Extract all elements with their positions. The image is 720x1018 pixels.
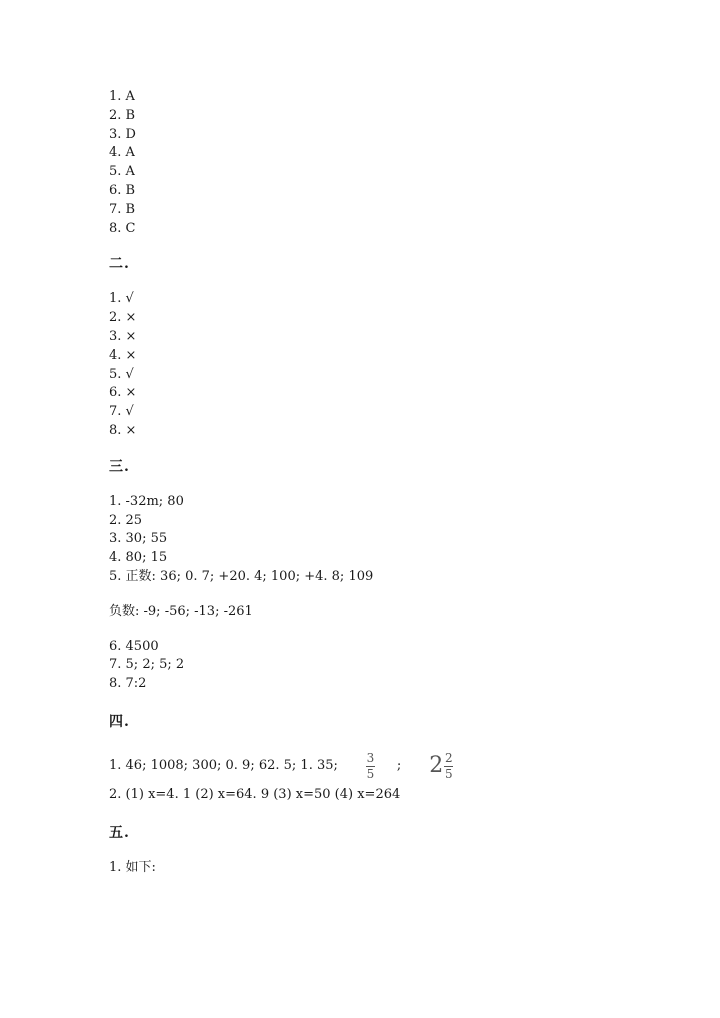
answer-line: 5. √ [109, 366, 134, 382]
mixed-whole: 2 [429, 752, 444, 778]
answer-line: 8. × [109, 422, 137, 438]
mixed-number [429, 752, 453, 780]
answer-line: 2. B [109, 107, 136, 123]
question-1-text: 1. 46; 1008; 300; 0. 9; 62. 5; 1. 35; [109, 758, 338, 774]
section-4-answers [109, 748, 669, 805]
answer-line: 4. × [109, 347, 137, 363]
answer-line: 5. 正数: 36; 0. 7; +20. 4; 100; +4. 8; 109 [109, 568, 374, 584]
answer-line: 2. 25 [109, 512, 143, 528]
answer-line: 7. 5; 2; 5; 2 [109, 657, 185, 673]
fraction-denominator: 5 [366, 766, 375, 781]
section-4-heading: 四. [109, 713, 130, 730]
fraction-numerator: 3 [366, 750, 375, 765]
mixed-fraction [444, 752, 453, 780]
fraction-three-fifths [366, 752, 375, 780]
answer-line: 7. √ [109, 404, 134, 420]
answer-line: 8. C [109, 220, 136, 236]
separator: ; [396, 758, 402, 774]
section-5-heading: 五. [109, 824, 130, 841]
section-3-answers [109, 493, 669, 694]
answer-line: 1. A [109, 89, 135, 104]
answer-line: 8. 7:2 [109, 676, 147, 692]
answer-line: 4. A [109, 145, 135, 161]
section-2-answers [109, 290, 669, 440]
answer-line: 3. 30; 55 [109, 531, 168, 547]
section-3-heading: 三. [109, 458, 130, 475]
answer-line: 1. -32m; 80 [109, 493, 184, 509]
fraction-denominator: 5 [444, 766, 453, 781]
section-2-heading: 二. [109, 256, 130, 273]
question-2-text: 2. (1) x=4. 1 (2) x=64. 9 (3) x=50 (4) x=264 [109, 786, 401, 802]
answer-line: 6. B [109, 182, 136, 198]
negative-numbers-line: 负数: -9; -56; -13; -261 [109, 603, 253, 619]
answer-line: 3. × [109, 328, 137, 344]
answer-line: 1. √ [109, 291, 134, 307]
answer-line: 4. 80; 15 [109, 550, 168, 566]
answer-line: 6. 4500 [109, 638, 159, 654]
section-5-answers [109, 859, 669, 878]
answer-line: 6. × [109, 385, 137, 401]
answer-sheet [109, 88, 669, 878]
question-1-text: 1. 如下: [109, 859, 156, 875]
answer-line: 5. A [109, 164, 135, 180]
answer-line: 3. D [109, 126, 136, 142]
answer-line: 7. B [109, 201, 136, 217]
question-1-row [109, 748, 669, 784]
answer-line: 2. × [109, 310, 137, 326]
section-1-answers [109, 88, 669, 238]
fraction-numerator: 2 [444, 750, 453, 765]
